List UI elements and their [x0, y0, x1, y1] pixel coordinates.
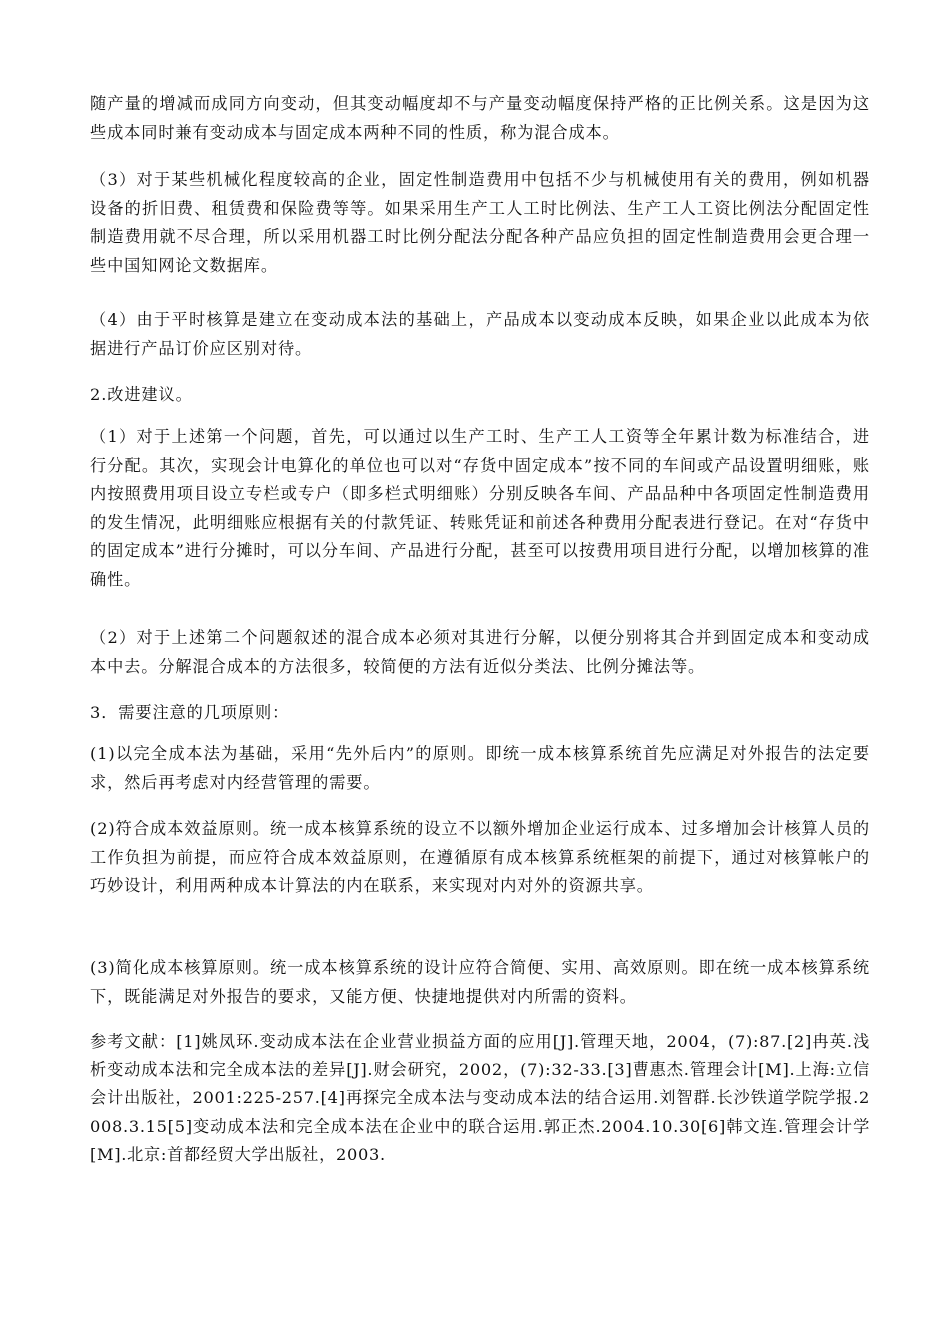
section-heading-improvement-suggestions: 2.改进建议。 [90, 385, 193, 404]
paragraph-suggestion-1: （1）对于上述第一个问题，首先，可以通过以生产工时、生产工人工资等全年累计数为标准结合，进行分配。其次，实现会计电算化的单位也可以对“存货中固定成本”按不同的车间或产品设置明细账，账内按照费用项目设立专栏或专户（即多栏式明细账）分别反映各车间、产品品种中各项固定性制造费用的发生情况，此明细账应根据有关的付款凭证、转账凭证和前述各种费用分配表进行登记。在对“存货中的固定成本”进行分摊时，可以分车间、产品进行分配，甚至可以按费用项目进行分配，以增加核算的准确性。 [90, 427, 870, 589]
paragraph-point-4: （4）由于平时核算是建立在变动成本法的基础上，产品成本以变动成本反映，如果企业以此成本为依据进行产品订价应区别对待。 [90, 310, 870, 358]
paragraph-mixed-cost-definition: 随产量的增减而成同方向变动，但其变动幅度却不与产量变动幅度保持严格的正比例关系。这是因为这些成本同时兼有变动成本与固定成本两种不同的性质，称为混合成本。 [90, 94, 870, 142]
paragraph-point-3: （3）对于某些机械化程度较高的企业，固定性制造费用中包括不少与机械使用有关的费用，例如机器设备的折旧费、租赁费和保险费等等。如果采用生产工人工时比例法、生产工人工资比例法分配固定性制造费用就不尽合理，所以采用机器工时比例分配法分配各种产品应负担的固定性制造费用会更合理一些中国知网论文数据库。 [90, 170, 870, 275]
paragraph-principle-2: (2)符合成本效益原则。统一成本核算系统的设立不以额外增加企业运行成本、过多增加会计核算人员的工作负担为前提，而应符合成本效益原则，在遵循原有成本核算系统框架的前提下，通过对核算帐户的巧妙设计，利用两种成本计算法的内在联系，来实现对内对外的资源共享。 [90, 819, 870, 895]
paragraph-principle-3: (3)简化成本核算原则。统一成本核算系统的设计应符合简便、实用、高效原则。即在统一成本核算系统下，既能满足对外报告的要求，又能方便、快捷地提供对内所需的资料。 [90, 958, 870, 1006]
paragraph-principle-1: (1)以完全成本法为基础，采用“先外后内”的原则。即统一成本核算系统首先应满足对外报告的法定要求，然后再考虑对内经营管理的需要。 [90, 744, 870, 792]
section-heading-principles: 3．需要注意的几项原则： [90, 703, 290, 722]
paragraph-suggestion-2: （2）对于上述第二个问题叙述的混合成本必须对其进行分解，以便分别将其合并到固定成本和变动成本中去。分解混合成本的方法很多，较简便的方法有近似分类法、比例分摊法等。 [90, 628, 870, 676]
references: 参考文献：[1]姚凤环.变动成本法在企业营业损益方面的应用[J].管理天地，2004，(7):87.[2]冉英.浅析变动成本法和完全成本法的差异[J].财会研究，2002，(7):32-33.[3]曹惠杰.管理会计[M].上海:立信会计出版社，2001:225-257.[4]再探完全成本法与变动成本法的结合运用.刘智群.长沙铁道学院学报.2008.3.15[5]变动成本法和完全成本法在企业中的联合运用.郭正杰.2004.10.30[6]韩文连.管理会计学[M].北京:首都经贸大学出版社，2003. [90, 1032, 870, 1164]
